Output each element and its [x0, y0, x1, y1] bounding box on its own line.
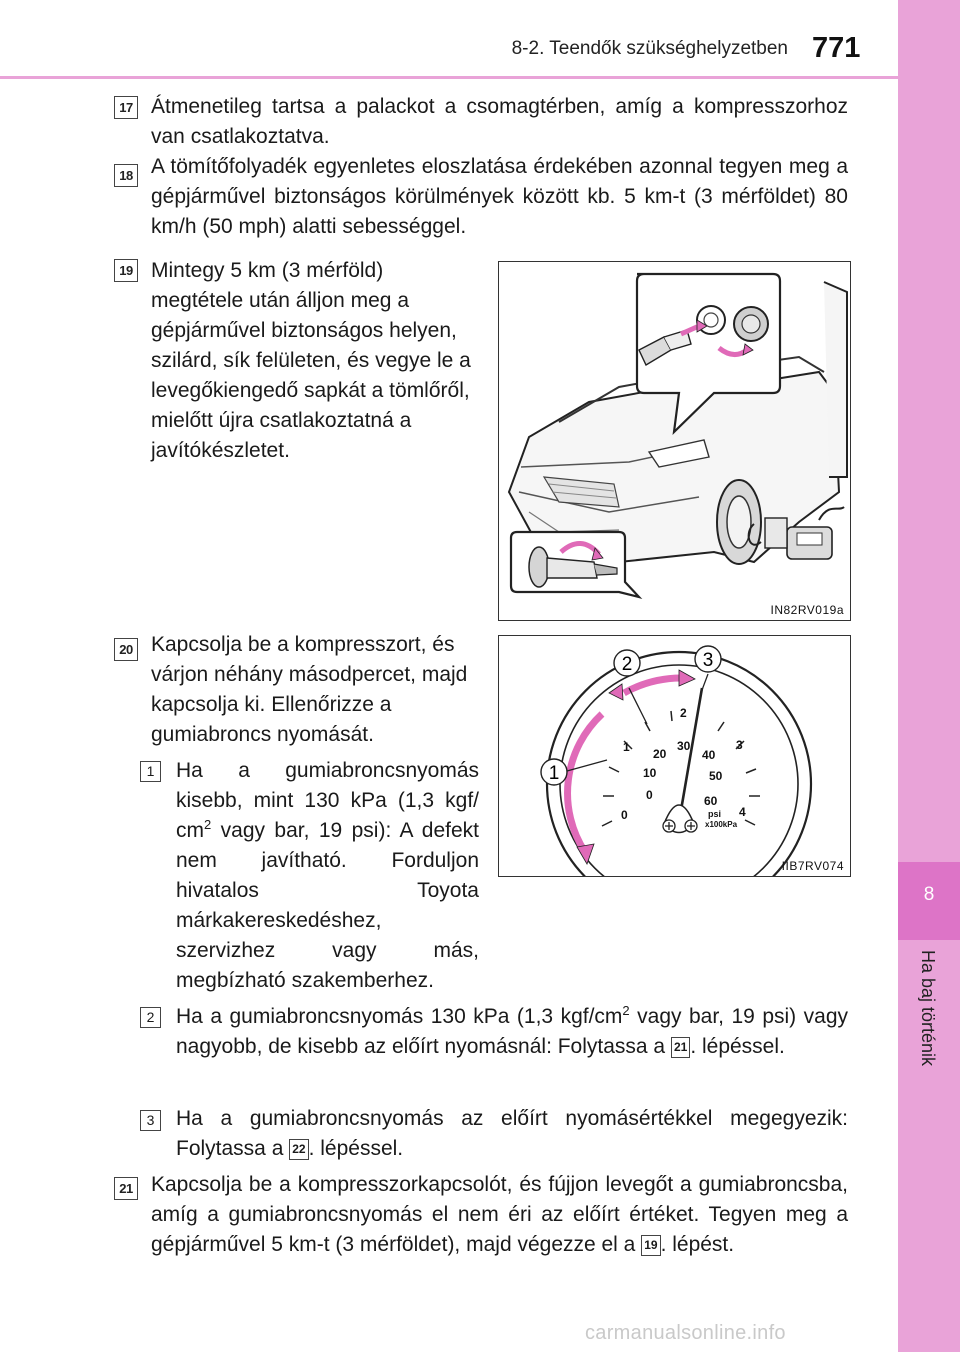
- gauge-outer-label-1: 1: [623, 740, 630, 754]
- step-21-text-a: Kapcsolja be a kompresszorkapcsolót, és fújjon levegőt a gumiabroncsba, amíg a gumiabroncsnyomás el nem éri az előírt értéket. Tegyen meg a gépjárművel 5 km-t (3 mérföldet), majd végezze el a: [151, 1173, 848, 1256]
- step-badge-20: 20: [114, 638, 138, 661]
- header-divider: [0, 76, 898, 79]
- sub-2-sup: 2: [622, 1003, 630, 1018]
- step-21-text: [151, 1170, 848, 1260]
- step-17-text: Átmenetileg tartsa a palackot a csomagtérben, amíg a kompresszorhoz van csatlakoztatva.: [151, 95, 848, 148]
- step-20-text: Kapcsolja be a kompresszort, és várjon néhány másodpercet, majd kapcsolja ki. Ellenőrizze a gumiabroncs nyomását.: [151, 633, 468, 746]
- sub-2-text-b: vagy bar, 19 psi) vagy nagyobb, de kisebb az előírt nyomásnál: Folytassa a: [176, 1005, 848, 1058]
- sub-2-text-c: . lépéssel.: [690, 1035, 785, 1058]
- chapter-title: Ha baj történik: [918, 950, 938, 1067]
- step-18-text: A tömítőfolyadék egyenletes eloszlatása érdekében azonnal tegyen meg a gépjárművel biztonságos körülmények között kb. 5 km-t (3 mérföldet) 80 km/h (50 mph) alatti sebességgel.: [151, 155, 848, 238]
- step-ref-21[interactable]: 21: [671, 1037, 690, 1058]
- step-badge-18: 18: [114, 164, 138, 187]
- sub-3-text-c: . lépéssel.: [308, 1137, 404, 1160]
- page-number: 771: [812, 32, 861, 64]
- step-badge-21: 21: [114, 1177, 138, 1200]
- watermark: carmanualsonline.info: [585, 1322, 786, 1344]
- step-ref-22[interactable]: 22: [289, 1139, 308, 1160]
- car-illustration: [499, 262, 850, 620]
- sub-badge-1: 1: [140, 761, 161, 782]
- step-ref-19[interactable]: 19: [641, 1235, 660, 1256]
- gauge-inner-label-30: 30: [677, 739, 691, 753]
- chapter-number: 8: [923, 884, 935, 905]
- section-title: 8-2. Teendők szükséghelyzetben: [511, 38, 788, 59]
- gauge-unit-kpa: x100kPa: [705, 820, 738, 829]
- sub-3-text: [176, 1104, 848, 1164]
- callout-2: 2: [621, 654, 633, 675]
- gauge-inner-label-60: 60: [704, 794, 718, 808]
- chapter-side-tab: [898, 0, 960, 1352]
- figure-code-20: IIB7RV074: [781, 859, 844, 873]
- sub-2-text: [176, 1002, 848, 1062]
- gauge-outer-label-0: 0: [621, 808, 628, 822]
- sub-1-sup: 2: [204, 817, 212, 832]
- gauge-unit-psi: psi: [708, 809, 722, 819]
- gauge-inner-label-0: 0: [646, 788, 653, 802]
- gauge-outer-label-4: 4: [739, 805, 746, 819]
- gauge-inner-label-10: 10: [643, 766, 657, 780]
- gauge-outer-label-3: 3: [736, 738, 743, 752]
- sub-3-text-a: Ha a gumiabroncsnyomás az előírt nyomásértékkel megegyezik: Folytassa a: [176, 1107, 848, 1160]
- sub-1-text-b: vagy bar, 19 psi): A defekt nem javítható. Forduljon hivatalos Toyota márkakereskedéshez, szervizhez vagy más, megbízható szakemberhez.: [176, 819, 479, 992]
- sub-badge-3: 3: [140, 1110, 161, 1131]
- gauge-outer-label-2: 2: [680, 706, 687, 720]
- gauge-inner-label-20: 20: [653, 747, 667, 761]
- callout-1: 1: [548, 763, 560, 784]
- step-19-text: Mintegy 5 km (3 mérföld) megtétele után álljon meg a gépjárművel biztonságos helyen, szilárd, sík felületen, és vegye le a levegőkiengedő sapkát a tömlőről, mielőtt újra csatlakoztatná a javítókészletet.: [151, 259, 471, 462]
- sub-1-text: [176, 756, 479, 996]
- figure-code-19: IN82RV019a: [770, 603, 844, 617]
- pressure-gauge-figure: [498, 635, 851, 877]
- sub-badge-2: 2: [140, 1007, 161, 1028]
- sub-2-text-a: Ha a gumiabroncsnyomás 130 kPa (1,3 kgf/cm: [176, 1005, 623, 1028]
- gauge-inner-label-40: 40: [702, 748, 716, 762]
- step-badge-19: 19: [114, 259, 138, 282]
- step-badge-17: 17: [114, 96, 138, 119]
- gauge-inner-label-50: 50: [709, 769, 723, 783]
- pressure-gauge-illustration: [499, 636, 850, 876]
- sub-1-text-a: Ha a gumiabroncsnyomás kisebb, mint 130 kPa (1,3 kgf/ cm: [176, 759, 479, 842]
- car-illustration-figure: [498, 261, 851, 621]
- callout-3: 3: [702, 650, 714, 671]
- step-21-text-c: . lépést.: [660, 1233, 735, 1256]
